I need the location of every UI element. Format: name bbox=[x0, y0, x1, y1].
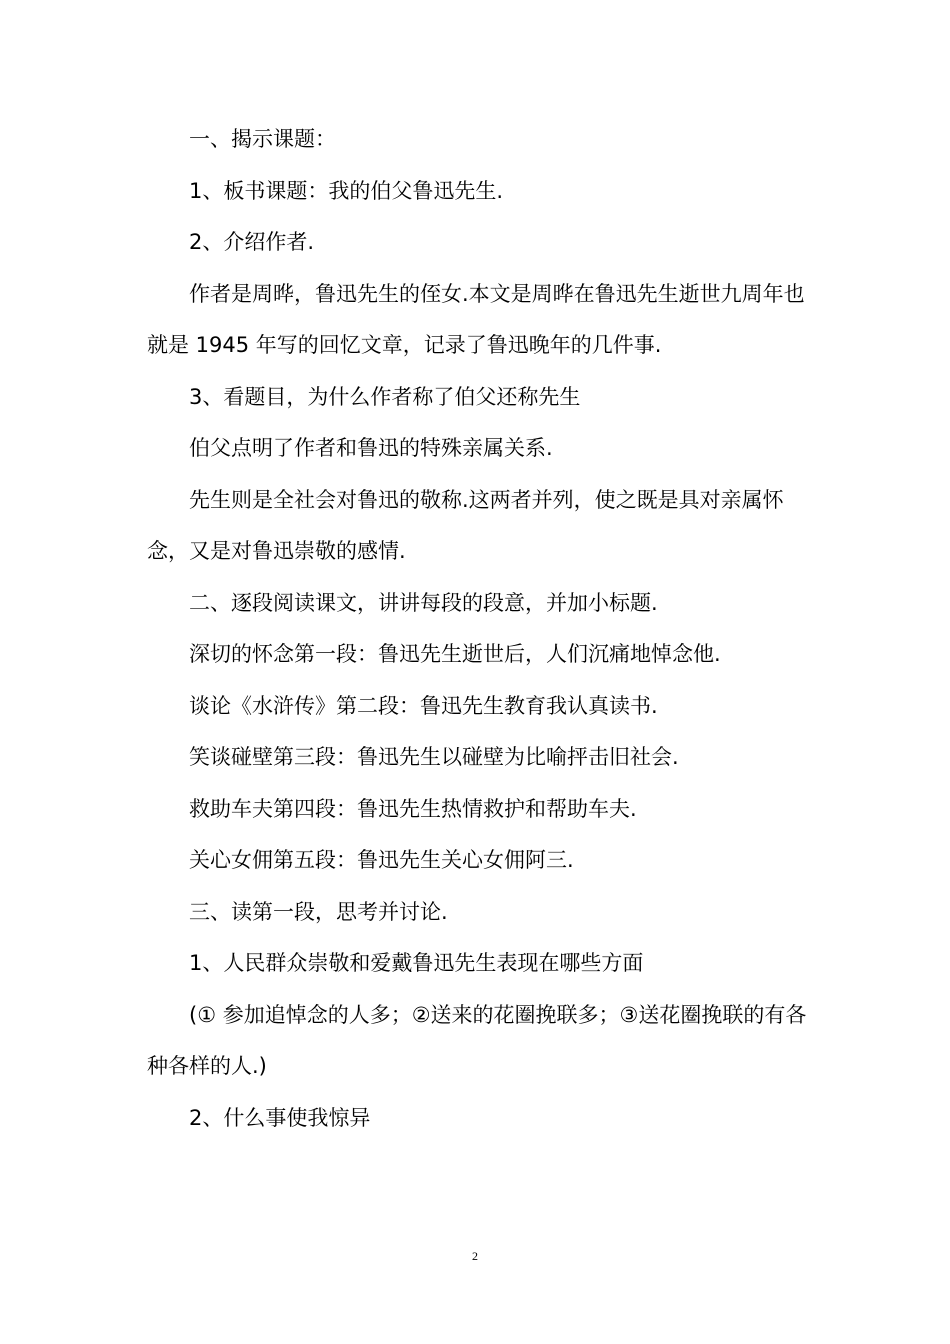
paragraph-part-2: 谈论《水浒传》第二段：鲁迅先生教育我认真读书. bbox=[189, 693, 658, 718]
paragraph-part-5: 关心女佣第五段：鲁迅先生关心女佣阿三. bbox=[189, 848, 574, 872]
heading-section-1: 一、揭示课题： bbox=[189, 127, 336, 151]
paragraph-answer-1: (① 参加追悼念的人多；②送来的花圈挽联多；③送花圈挽联的有各种各样的人.) bbox=[147, 1002, 807, 1078]
paragraph-board-title: 1、板书课题：我的伯父鲁迅先生. bbox=[189, 178, 504, 203]
paragraph-author-info: 作者是周晔，鲁迅先生的侄女.本文是周晔在鲁迅先生逝世九周年也就是 1945 年写的回忆文章，记录了鲁迅晚年的几件事. bbox=[147, 281, 805, 357]
heading-section-3: 三、读第一段，思考并讨论. bbox=[189, 899, 448, 924]
paragraph-question-2: 2、什么事使我惊异 bbox=[189, 1105, 371, 1130]
paragraph-title-question: 3、看题目，为什么作者称了伯父还称先生 bbox=[189, 384, 581, 409]
paragraph-introduce-author: 2、介绍作者. bbox=[189, 230, 315, 254]
paragraph-uncle-meaning: 伯父点明了作者和鲁迅的特殊亲属关系. bbox=[189, 436, 553, 460]
heading-section-2: 二、逐段阅读课文，讲讲每段的段意，并加小标题. bbox=[189, 590, 658, 615]
paragraph-part-1: 深切的怀念第一段：鲁迅先生逝世后，人们沉痛地悼念他. bbox=[189, 642, 721, 666]
page-number: 2 bbox=[472, 1249, 478, 1263]
paragraph-question-1: 1、人民群众崇敬和爱戴鲁迅先生表现在哪些方面 bbox=[189, 951, 644, 975]
document-body bbox=[147, 114, 807, 1144]
paragraph-part-4: 救助车夫第四段：鲁迅先生热情救护和帮助车夫. bbox=[189, 796, 637, 821]
paragraph-sir-meaning: 先生则是全社会对鲁迅的敬称.这两者并列，使之既是具对亲属怀念，又是对鲁迅崇敬的感情. bbox=[147, 487, 784, 563]
paragraph-part-3: 笑谈碰壁第三段：鲁迅先生以碰壁为比喻抨击旧社会. bbox=[189, 745, 679, 769]
